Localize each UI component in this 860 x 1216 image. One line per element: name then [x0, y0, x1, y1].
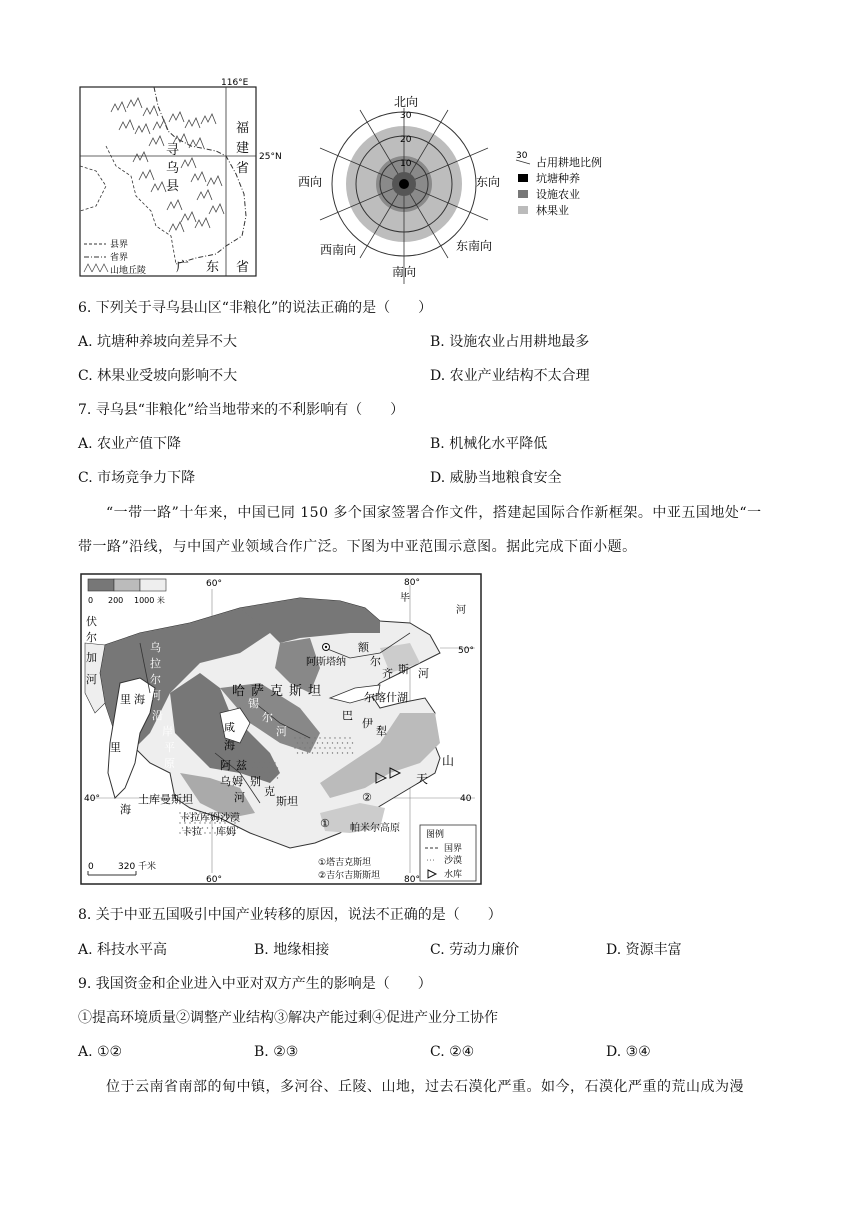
desert-dot — [212, 827, 213, 828]
desert-dot — [339, 737, 340, 738]
astana-label: 阿斯塔纳 — [306, 657, 346, 668]
desert-dot — [249, 772, 250, 773]
plain-3: 平 — [164, 741, 175, 754]
irtysh-5: 河 — [418, 667, 429, 680]
central-asia-map — [80, 573, 482, 885]
mountain-symbol — [207, 176, 222, 186]
lon-60-bottom: 60° — [206, 875, 222, 885]
desert-dot — [332, 752, 333, 753]
county-char-3: 县 — [166, 179, 180, 194]
latitude-label: 25°N — [259, 152, 282, 162]
mountain-symbol — [191, 172, 206, 182]
desert-dot — [352, 742, 353, 743]
fujian-char-1: 福 — [236, 121, 250, 136]
river-bi-2: 河 — [456, 605, 466, 616]
ural-4: 河 — [150, 689, 161, 702]
q9-option-c[interactable]: C. ②④ — [430, 1044, 475, 1060]
desert-dot — [337, 742, 338, 743]
desert-dot — [317, 752, 318, 753]
plain-1: 沿 — [152, 709, 163, 722]
mountain-symbol — [149, 136, 164, 146]
desert-dot — [259, 772, 260, 773]
mountain-symbol — [185, 118, 200, 128]
volga-1: 伏 — [86, 615, 97, 628]
dir-east: 东向 — [476, 175, 501, 189]
desert-dot — [314, 737, 315, 738]
ili-1: 巴 — [342, 709, 353, 722]
desert-dot — [269, 772, 270, 773]
volga-4: 河 — [86, 673, 97, 686]
lon-80-top: 80° — [404, 578, 420, 588]
mountain-symbol — [119, 120, 134, 130]
desert-dot — [299, 747, 300, 748]
desert-dot — [262, 767, 263, 768]
fujian-char-2: 建 — [236, 141, 250, 156]
desert-dot — [207, 827, 208, 828]
q7-option-b[interactable]: B. 机械化水平降低 — [430, 436, 548, 452]
desert-dot — [272, 777, 273, 778]
legend-title: 占用耕地比例 — [536, 156, 602, 169]
desert-dot — [322, 742, 323, 743]
q8-option-c[interactable]: C. 劳动力廉价 — [430, 942, 520, 958]
amu-3: 河 — [234, 791, 245, 804]
pamir-label: 帕米尔高原 — [350, 823, 400, 834]
desert-dot — [254, 762, 255, 763]
desert-dot — [202, 827, 203, 828]
elev-0: 0 — [88, 596, 94, 605]
svg-text:⋯: ⋯ — [426, 856, 435, 866]
desert-dot — [302, 752, 303, 753]
desert-dot — [344, 747, 345, 748]
desert-dot — [254, 772, 255, 773]
mountain-symbol — [169, 112, 184, 122]
desert-dot — [347, 742, 348, 743]
tianshan-1: 天 — [416, 772, 429, 786]
caspian2-1: 里 — [110, 741, 121, 754]
desert-dot — [312, 752, 313, 753]
irtysh-3: 齐 — [382, 667, 393, 680]
uzbek-1: 乌 — [220, 775, 231, 788]
desert-dot — [309, 747, 310, 748]
lon-60-top: 60° — [206, 579, 222, 589]
mountain-symbol — [139, 170, 154, 180]
desert-dot — [264, 762, 265, 763]
desert-dot — [329, 747, 330, 748]
fujian-char-3: 省 — [236, 161, 250, 176]
syr-3: 河 — [276, 725, 287, 738]
note-tajik: ①塔吉克斯坦 — [318, 858, 372, 868]
legend-facility: 设施农业 — [536, 188, 580, 201]
q6-option-a[interactable]: A. 坑塘种养坡向差异不大 — [78, 334, 238, 350]
desert-dot — [264, 772, 265, 773]
desert-dot — [324, 737, 325, 738]
dir-south: 南向 — [392, 265, 417, 279]
desert-dot — [179, 832, 180, 833]
dir-southeast: 东南向 — [456, 239, 493, 253]
mountain-symbol — [127, 98, 142, 108]
aral-2: 海 — [224, 739, 235, 752]
balkhash-label: 尔喀什湖 — [364, 691, 408, 704]
passage2-line1: 位于云南省南部的甸中镇，多河谷、丘陵、山地，过去石漠化严重。如今，石漠化严重的荒山成为漫 — [106, 1079, 744, 1095]
legend-county-border: 县界 — [110, 240, 129, 250]
mountain-symbol — [181, 212, 196, 222]
passage1-line1: “一带一路”十年来，中国已同 150 多个国家签署合作文件，搭建起国际合作新框架。中亚五国地处“一 — [106, 505, 762, 521]
q8-option-b[interactable]: B. 地缘相接 — [254, 942, 330, 958]
desert-dot — [334, 737, 335, 738]
plain-4: 原 — [164, 757, 175, 770]
legend-scale-30: 30 — [516, 151, 528, 161]
desert-dot — [299, 737, 300, 738]
desert-dot — [342, 742, 343, 743]
legend-border: 国界 — [444, 844, 463, 854]
syr-1: 锡 — [248, 697, 259, 710]
desert-dot — [274, 772, 275, 773]
desert-dot — [277, 777, 278, 778]
desert-dot — [339, 747, 340, 748]
tianshan-2: 山 — [442, 754, 455, 768]
mountain-symbol — [197, 190, 212, 200]
circle-2-map: ② — [362, 791, 372, 804]
mountain-symbol — [153, 120, 168, 130]
desert-dot — [349, 737, 350, 738]
dir-north: 北向 — [394, 95, 419, 109]
elev-1000: 1000 米 — [134, 596, 165, 605]
legend-province-border: 省界 — [110, 253, 129, 263]
mountain-symbol — [181, 158, 196, 168]
turkmen-label: 土库曼斯坦 — [138, 793, 193, 806]
lat-50: 50° — [458, 646, 474, 656]
desert-dot — [352, 752, 353, 753]
circle-1-map: ① — [320, 817, 330, 830]
caspian-1: 里 — [120, 693, 131, 706]
q9-option-a[interactable]: A. ①② — [78, 1044, 123, 1060]
desert-dot — [307, 752, 308, 753]
longitude-label: 116°E — [221, 78, 249, 88]
desert-dot — [344, 737, 345, 738]
legend-orchard: 林果业 — [536, 204, 569, 217]
q6-option-c[interactable]: C. 林果业受坡向影响不大 — [78, 368, 238, 384]
mountain-symbol — [209, 204, 224, 214]
desert-dot — [267, 777, 268, 778]
desert-dot — [342, 752, 343, 753]
legend-pond: 坑塘种养 — [536, 172, 580, 185]
q9-option-d[interactable]: D. ③④ — [606, 1044, 651, 1060]
uzbek-4: 克 — [264, 785, 275, 798]
lat-40-right: 40 — [460, 794, 472, 804]
river-bi-1: 毕 — [400, 593, 410, 604]
irtysh-2: 尔 — [370, 655, 381, 668]
q6-option-d[interactable]: D. 农业产业结构不太合理 — [430, 368, 590, 384]
desert-dot — [329, 737, 330, 738]
slope-rose-diagram — [280, 88, 620, 284]
desert-dot — [237, 827, 238, 828]
ural-1: 乌 — [150, 641, 161, 654]
desert-dot — [294, 737, 295, 738]
q8-option-d[interactable]: D. 资源丰富 — [606, 942, 682, 958]
mountain-symbol — [143, 106, 158, 116]
q8-option-a[interactable]: A. 科技水平高 — [78, 942, 168, 958]
mountain-symbol — [167, 200, 182, 210]
amu-1: 阿 — [220, 759, 231, 772]
desert-dot — [347, 752, 348, 753]
mountain-symbol — [151, 182, 166, 192]
mountain-symbol — [169, 222, 184, 232]
tick-30: 30 — [400, 111, 412, 121]
desert-dot — [272, 767, 273, 768]
xunwu-county-map — [76, 76, 282, 282]
desert-dot — [269, 762, 270, 763]
uzbek-end: 斯坦 — [276, 795, 298, 808]
karakum-2: 卡拉 — [182, 827, 202, 838]
desert-dot — [294, 747, 295, 748]
irtysh-1: 额 — [358, 641, 369, 654]
guangdong-char-1: 广 — [176, 260, 190, 275]
desert-dot — [262, 777, 263, 778]
desert-dot — [302, 742, 303, 743]
desert-dot — [324, 747, 325, 748]
mountain-symbol — [195, 218, 210, 228]
desert-dot — [307, 742, 308, 743]
desert-dot — [334, 747, 335, 748]
syr-2: 尔 — [262, 711, 273, 724]
legend-desert: 沙漠 — [444, 856, 463, 866]
lat-40: 40° — [84, 794, 100, 804]
q9-options-line: ①提高环境质量②调整产业结构③解决产能过剩④促进产业分工协作 — [78, 1010, 498, 1026]
scale-zero: 0 — [88, 862, 94, 872]
passage1-line2: 带一路”沿线，与中国产业领域合作广泛。下图为中亚范围示意图。据此完成下面小题。 — [78, 539, 637, 555]
ural-2: 拉 — [150, 657, 161, 670]
lon-80-bottom: 80° — [404, 875, 420, 885]
tick-10: 10 — [400, 159, 412, 169]
karakum-label: 卡拉库姆沙漠 — [180, 813, 240, 824]
guangdong-char-2: 东 — [206, 260, 220, 275]
desert-dot — [297, 752, 298, 753]
q7-stem: 7. 寻乌县“非粮化”给当地带来的不利影响有（ ） — [78, 402, 405, 418]
desert-dot — [277, 767, 278, 768]
desert-dot — [252, 767, 253, 768]
elev-200: 200 — [108, 596, 124, 605]
desert-dot — [209, 832, 210, 833]
plain-2: 岸 — [162, 725, 173, 738]
note-kyrgyz: ②吉尔吉斯斯坦 — [318, 871, 381, 881]
ural-3: 尔 — [150, 673, 161, 686]
desert-dot — [304, 747, 305, 748]
desert-dot — [304, 737, 305, 738]
ili-3: 犁 — [376, 725, 387, 738]
tick-20: 20 — [400, 135, 412, 145]
scale-label: 320 千米 — [118, 862, 157, 872]
legend-hills: 山地丘陵 — [110, 266, 147, 276]
desert-dot — [249, 762, 250, 763]
mountain-symbol — [111, 102, 126, 112]
mountain-symbol — [133, 152, 148, 162]
q6-option-b[interactable]: B. 设施农业占用耕地最多 — [430, 334, 590, 350]
uzbek-2: 兹 — [236, 759, 247, 772]
caspian-2: 海 — [134, 693, 145, 706]
desert-dot — [297, 742, 298, 743]
desert-dot — [327, 742, 328, 743]
kashi-label: 库姆 — [216, 827, 236, 838]
uzbek-3: 别 — [250, 775, 261, 788]
dir-west: 西向 — [298, 175, 323, 189]
volga-3: 加 — [86, 651, 97, 664]
desert-dot — [204, 832, 205, 833]
desert-dot — [312, 742, 313, 743]
desert-dot — [322, 752, 323, 753]
desert-dot — [319, 737, 320, 738]
desert-dot — [349, 747, 350, 748]
desert-dot — [267, 767, 268, 768]
q7-option-a[interactable]: A. 农业产值下降 — [78, 436, 182, 452]
q7-option-c[interactable]: C. 市场竞争力下降 — [78, 470, 196, 486]
q9-option-b[interactable]: B. ②③ — [254, 1044, 299, 1060]
desert-dot — [274, 762, 275, 763]
desert-dot — [317, 742, 318, 743]
aral-1: 咸 — [224, 721, 235, 734]
mountain-symbol — [135, 124, 150, 134]
volga-2: 尔 — [86, 631, 97, 644]
dir-southwest: 西南向 — [320, 243, 357, 257]
desert-dot — [314, 747, 315, 748]
ili-2: 伊 — [362, 717, 373, 730]
kazakhstan-label: 哈萨克斯坦 — [232, 684, 328, 699]
q7-option-d[interactable]: D. 威胁当地粮食安全 — [430, 470, 562, 486]
guangdong-char-3: 省 — [236, 260, 250, 275]
mountain-symbol — [201, 114, 216, 124]
county-char-1: 寻 — [166, 143, 180, 158]
desert-dot — [319, 747, 320, 748]
desert-dot — [332, 742, 333, 743]
legend-reservoir: 水库 — [444, 870, 463, 880]
q9-stem: 9. 我国资金和企业进入中亚对双方产生的影响是（ ） — [78, 976, 432, 992]
irtysh-4: 斯 — [398, 663, 409, 676]
caspian2-2: 海 — [120, 803, 131, 816]
desert-dot — [259, 762, 260, 763]
legend-title-map2: 图例 — [426, 830, 445, 840]
desert-dot — [327, 752, 328, 753]
amu-2: 姆 — [232, 775, 243, 788]
desert-dot — [337, 752, 338, 753]
desert-dot — [257, 767, 258, 768]
q6-stem: 6. 下列关于寻乌县山区“非粮化”的说法正确的是（ ） — [78, 300, 433, 316]
q8-stem: 8. 关于中亚五国吸引中国产业转移的原因，说法不正确的是（ ） — [78, 907, 502, 923]
county-char-2: 乌 — [166, 161, 180, 176]
